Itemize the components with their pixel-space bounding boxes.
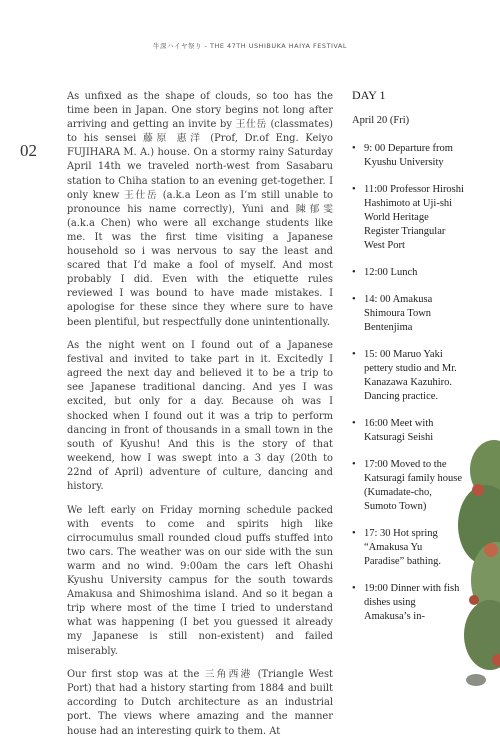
bullet-icon: • [352, 349, 356, 360]
running-header: 牛深ハイヤ祭り - THE 47TH USHIBUKA HAIYA FESTIVAL [153, 42, 347, 50]
schedule-item [352, 183, 464, 253]
schedule-item-text: 9: 00 Departure from Kyushu University [364, 143, 453, 168]
bullet-icon: • [352, 267, 356, 278]
schedule-list [352, 142, 464, 624]
page-number: 02 [20, 141, 37, 160]
plant-photo [456, 430, 500, 690]
schedule-item-text: 14: 00 Amakusa Shimoura Town Bentenjima [364, 294, 433, 333]
article-paragraph: As unfixed as the shape of clouds, so too has the time been in Japan. One story begins not long after arriving and getting an invite by 王仕岳 (classmates) to his sensei 藤原 惠洋 (Prof, Dr.of Eng. Keiyo FUJIHARA M. A.) house. On a stormy rainy Saturday April 14th we traveled north-west from Sasabaru station to Chiha station to an evening get-together. I only knew 王仕岳 (a.k.a Leon as I’m still unable to pronounce his name correctly), Yuni and 陳郁雯 (a.k.a Chen) who were all exchange students like me. It was the first time visiting a Japanese household so i was nervous to say the least and scared that I’d make a fool of myself. And most probably I did. Even with the etiquette rules reviewed I was bound to have made mistakes. I apologise for these since they where sure to have been plentiful, but respectfully done unintentionally. [67, 91, 333, 328]
schedule-item-text: 12:00 Lunch [364, 267, 418, 278]
schedule-item [352, 458, 464, 514]
schedule-item-text: 16:00 Meet with Katsuragi Seishi [364, 418, 434, 443]
schedule-sidebar [352, 88, 464, 637]
bullet-icon: • [352, 418, 356, 429]
schedule-item-text: 15: 00 Maruo Yaki pettery studio and Mr. Kanazawa Kazuhiro. Dancing practice. [364, 349, 457, 402]
schedule-item-text: 17:00 Moved to the Katsuragi family house (Kumadate-cho, Sumoto Town) [364, 459, 462, 512]
schedule-item-text: 19:00 Dinner with fish dishes using Amakusa’s in- [364, 583, 460, 622]
article-paragraph: Our first stop was at the 三角西港 (Triangle West Port) that had a history starting from 1884 and built according to Dutch architecture as an industrial port. The views where amazing and the manner house had an interesting quirk to them. At [67, 669, 333, 737]
bullet-icon: • [352, 143, 356, 154]
schedule-item [352, 582, 464, 624]
schedule-item [352, 293, 464, 335]
article-paragraph: As the night went on I found out of a Japanese festival and invited to take part in it. Excitedly I agreed the next day and believed it to be a trip to see Japanese traditional dancing. And yes I was excited, but only for a day. Because oh was I shocked when I found out it was a trip to perform dancing in front of thousands in a small town in the south of Kyushu! And this is the story of that weekend, how I was swept into a 3 day (20th to 22nd of April) adventure of culture, dancing and history. [67, 340, 333, 493]
schedule-item-text: 17: 30 Hot spring “Amakusa Yu Paradise” bathing. [364, 528, 441, 567]
bullet-icon: • [352, 184, 356, 195]
schedule-item-text: 11:00 Professor Hiroshi Hashimoto at Uji-shi World Heritage Register Triangular West Port [364, 184, 464, 251]
bullet-icon: • [352, 294, 356, 305]
schedule-item [352, 527, 464, 569]
bullet-icon: • [352, 528, 356, 539]
bullet-icon: • [352, 583, 356, 594]
schedule-item [352, 417, 464, 445]
day-date: April 20 (Fri) [352, 115, 410, 126]
day-title: DAY 1 [352, 88, 386, 102]
bullet-icon: • [352, 459, 356, 470]
article-paragraph: We left early on Friday morning schedule packed with events to come and spirits high like cirrocumulus small rounded cloud puffs stuffed into two cars. The weather was on our side with the sun warm and no wind. 9:00am the cars left Ohashi Kyushu University campus for the south towards Amakusa and Shimoshima island. And so it began a trip where most of the time I tried to understand what was happening (I bet you guessed it already my Japanese is still non-existent) and failed miserably. [67, 504, 333, 657]
schedule-item [352, 348, 464, 404]
schedule-item [352, 142, 464, 170]
article-body [67, 90, 333, 748]
schedule-item [352, 266, 464, 280]
